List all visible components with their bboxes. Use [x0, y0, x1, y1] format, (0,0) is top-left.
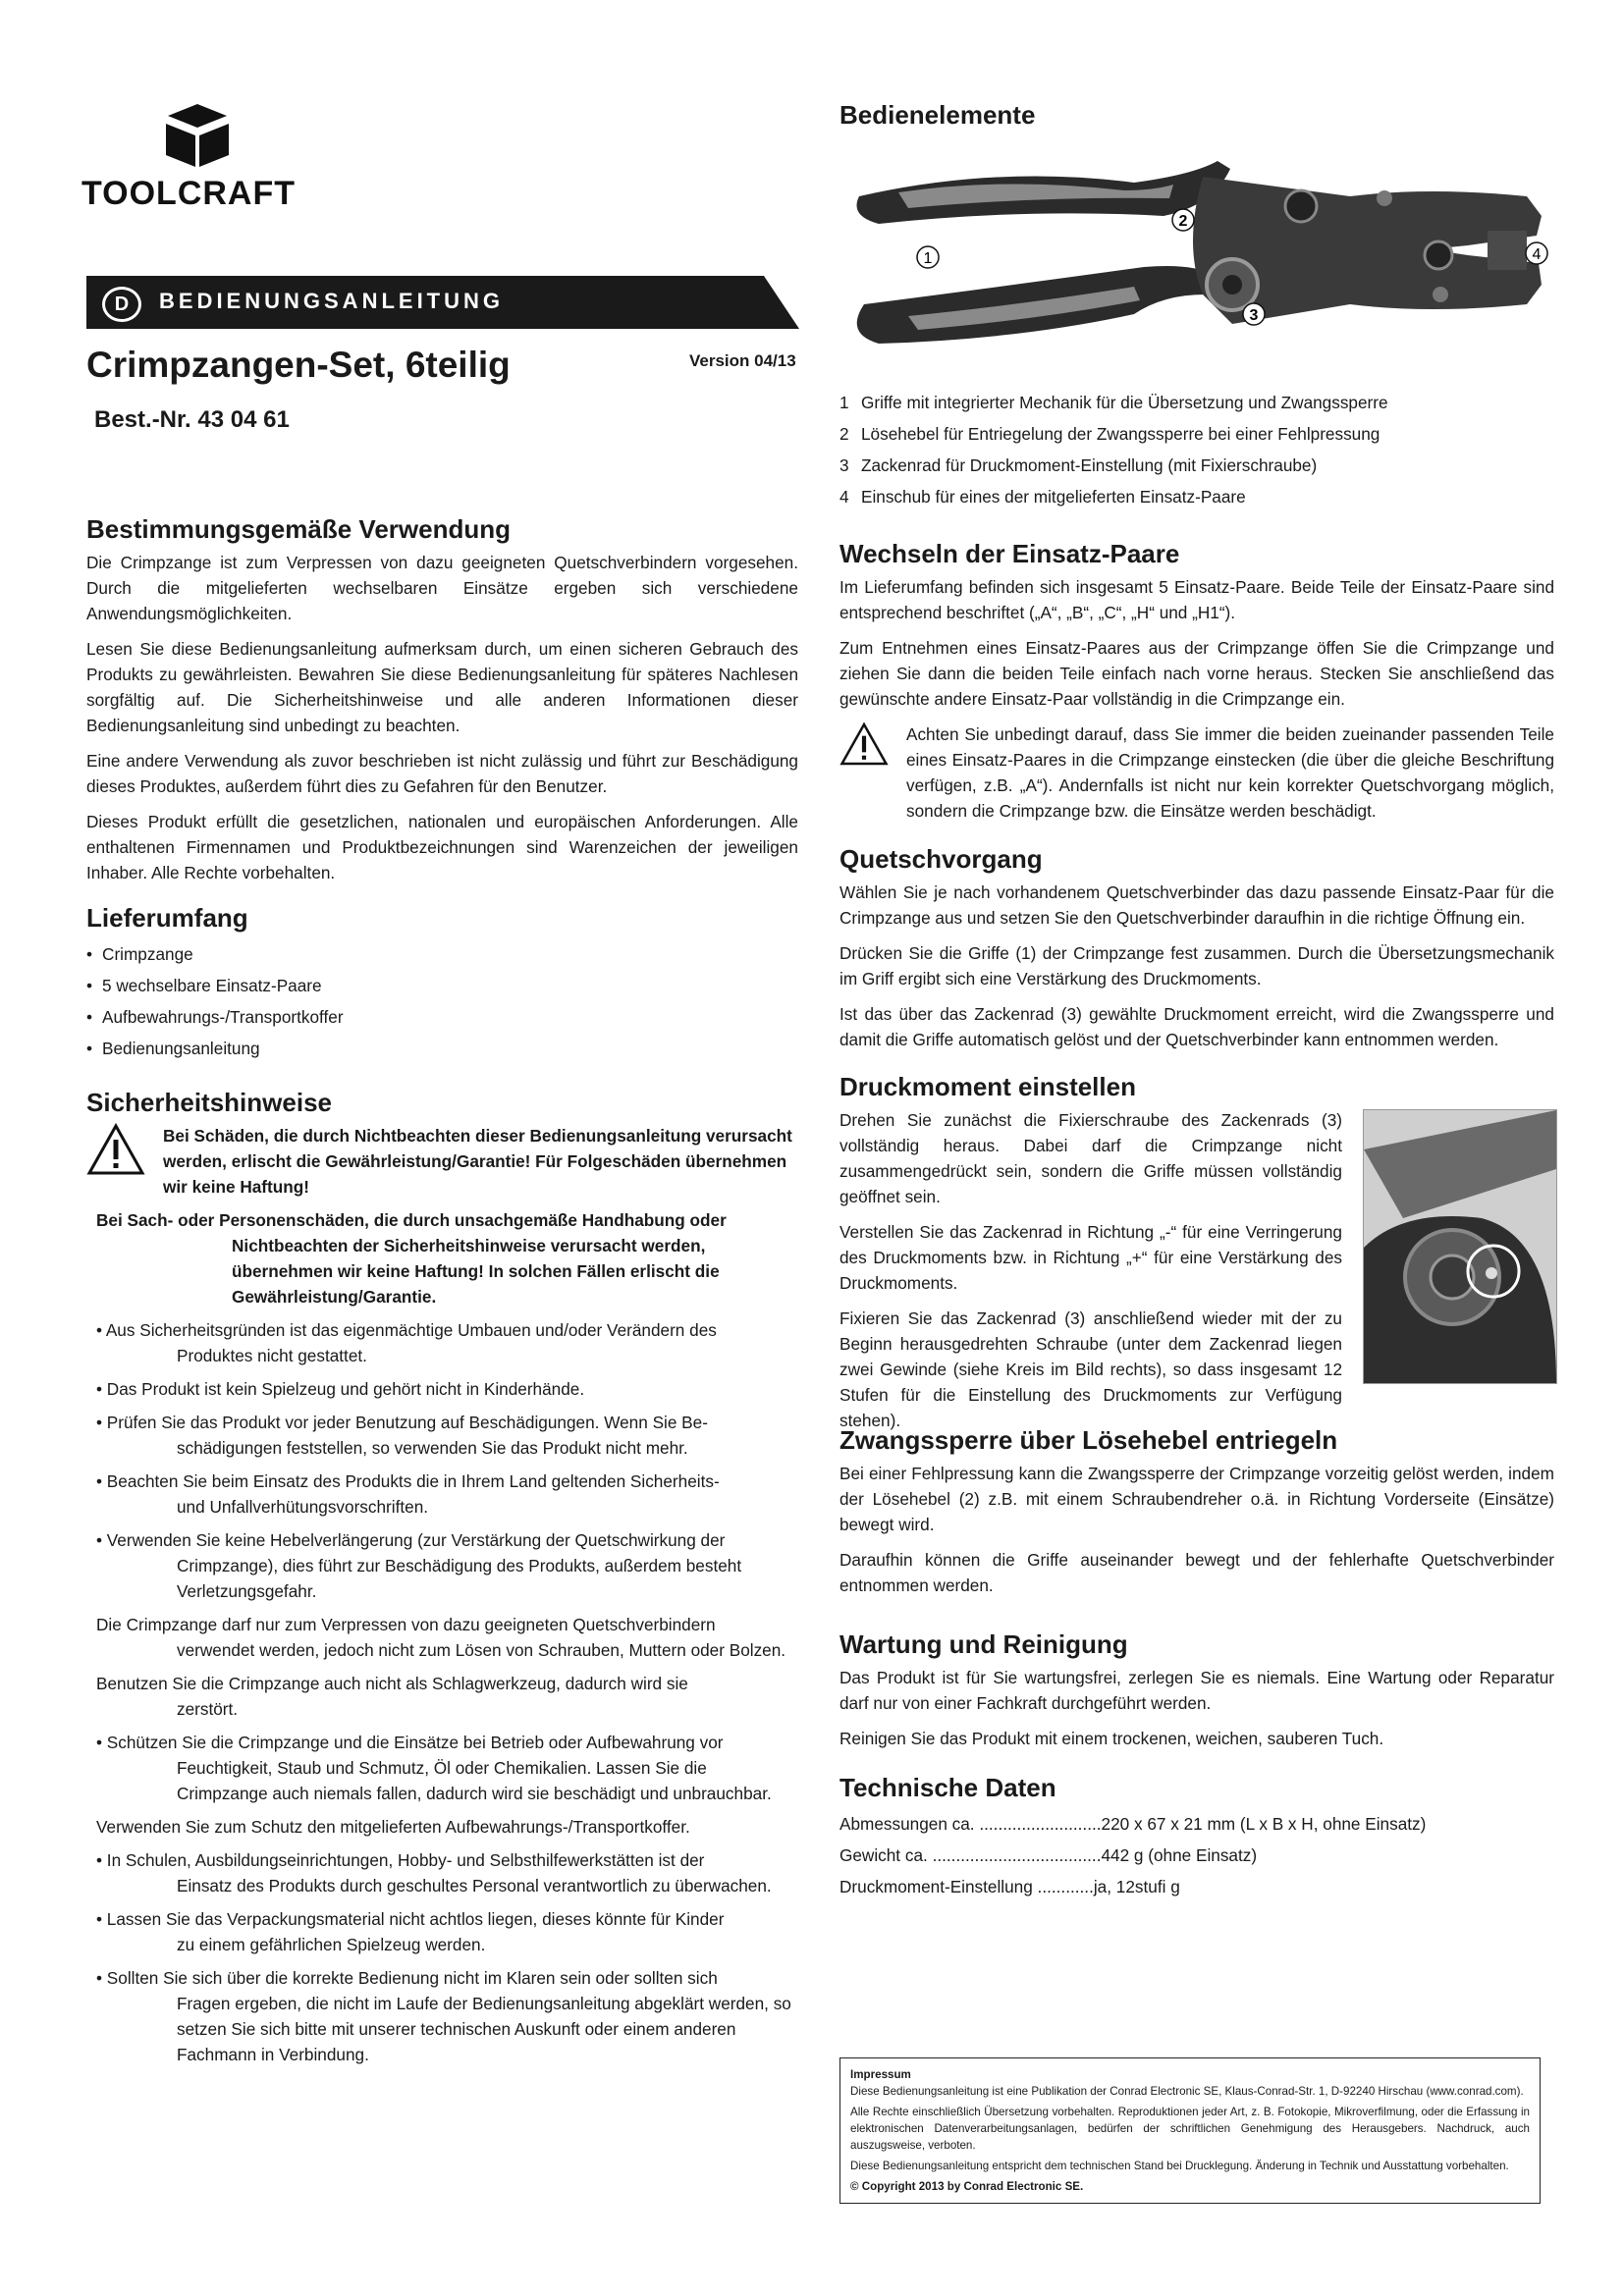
svg-text:4: 4 — [1532, 246, 1542, 263]
paragraph: Zum Entnehmen eines Einsatz-Paares aus der Crimpzange öffen Sie die Crimpzange und ziehen Sie dann die beiden Teile einfach nach vorne heraus. Stecken Sie anschließend das gewünschte andere Einsatz-Paar vollständig in die Crimpzange ein. — [839, 638, 1554, 709]
list-item: 2 Lösehebel für Entriegelung der Zwangssperre bei einer Fehlpressung — [839, 424, 1380, 444]
order-number: Best.-Nr. 43 04 61 — [94, 406, 290, 433]
callout-1 — [917, 246, 939, 268]
scope-list — [86, 938, 798, 1064]
heading-intended-use: Bestimmungsgemäße Verwendung — [86, 514, 511, 544]
paragraph: Diese Bedienungsanleitung ist eine Publikation der Conrad Electronic SE, Klaus-Conrad-Str. 1, D-92240 Hirschau (www.conrad.com). — [850, 2085, 1524, 2098]
paragraph: Das Produkt ist für Sie wartungsfrei, zerlegen Sie es niemals. Eine Wartung oder Reparatur darf nur von einer Fachkraft durchgeführt werden. — [839, 1668, 1554, 1713]
warning-text: Bei Schäden, die durch Nichtbeachten dieser Bedienungsanleitung verursacht werden, erlischt die Gewährleistung/Garantie! Für Folgeschäden übernehmen wir keine Haftung! — [163, 1126, 792, 1197]
paragraph: Alle Rechte einschließlich Übersetzung vorbehalten. Reproduktionen jeder Art, z. B. Fotokopie, Mikroverfilmung, oder die Erfassung in elektronischen Datenverarbeitungsanlagen, bedürfen der schriftlichen Genehmigung des Herausgebers. Nachdruck, auch auszugsweise, verboten. — [850, 2106, 1530, 2152]
section-change-inserts — [839, 539, 1554, 831]
safety-item: Benutzen Sie die Crimpzange auch nicht als Schlagwerkzeug, dadurch wird sie zerstört. — [96, 1674, 688, 1719]
paragraph: Dieses Produkt erfüllt die gesetzlichen, nationalen und europäischen Anforderungen. Alle enthaltenen Firmennamen und Produktbezeichnungen sind Warenzeichen der jeweiligen Inhaber. Alle Rechte vorbehalten. — [86, 812, 798, 882]
paragraph: Wählen Sie je nach vorhandenem Quetschverbinder das dazu passende Einsatz-Paar für die Crimpzange aus und setzen Sie den Quetschverbinder daraufhin in die richtige Öffnung ein. — [839, 882, 1554, 928]
liability-note: Bei Sach- oder Personenschäden, die durch unsachgemäße Handhabung oder Nichtbeachten der Sicherheitshinweise verursacht werden, übernehmen wir keine Haftung! In solchen Fällen erlischt die Gewährleistung/Garantie. — [96, 1210, 727, 1307]
crimping-pliers-illustration — [839, 147, 1556, 353]
list-item: • 5 wechselbare Einsatz-Paare — [86, 970, 798, 1001]
safety-item: Verwenden Sie zum Schutz den mitgelieferten Aufbewahrungs-/Transportkoffer. — [96, 1817, 690, 1837]
safety-item: Die Crimpzange darf nur zum Verpressen von dazu geeigneten Quetschverbindern verwendet werden, jedoch nicht zum Lösen von Schrauben, Muttern oder Bolzen. — [96, 1615, 786, 1660]
heading-scope: Lieferumfang — [86, 903, 248, 933]
paragraph: Bei einer Fehlpressung kann die Zwangssperre der Crimpzange vorzeitig gelöst werden, indem der Lösehebel (2) z.B. mit einem Schraubendreher o.ä. in Richtung Vorderseite (Einsätze) bewegt wird. — [839, 1464, 1554, 1534]
callout-3 — [1243, 303, 1265, 325]
ratchet-wheel-illustration — [1364, 1110, 1556, 1383]
banner-label: BEDIENUNGSANLEITUNG — [159, 289, 505, 313]
section-scope — [86, 903, 798, 1064]
toolcraft-logo — [81, 104, 317, 213]
brand-name: TOOLCRAFT — [81, 175, 297, 212]
safety-item: • Prüfen Sie das Produkt vor jeder Benutzung auf Beschädigungen. Wenn Sie Be- schädigungen feststellen, so verwenden Sie das Produkt nicht mehr. — [96, 1413, 708, 1458]
heading-change-inserts: Wechseln der Einsatz-Paare — [839, 539, 1180, 568]
list-item: • Bedienungsanleitung — [86, 1033, 798, 1064]
paragraph: Drehen Sie zunächst die Fixierschraube des Zackenrads (3) vollständig heraus. Dabei darf die Crimpzange nicht zusammengedrückt sein, sondern die Griffe müssen vollständig geöffnet sein. — [839, 1110, 1342, 1206]
safety-item: • In Schulen, Ausbildungseinrichtungen, Hobby- und Selbsthilfewerkstätten ist der Einsatz des Produkts durch geschultes Personal verantwortlich zu überwachen. — [96, 1850, 772, 1896]
safety-item: • Aus Sicherheitsgründen ist das eigenmächtige Umbauen und/oder Verändern des Produktes nicht gestattet. — [96, 1320, 717, 1365]
copyright: © Copyright 2013 by Conrad Electronic SE. — [850, 2180, 1084, 2193]
section-maintenance — [839, 1629, 1554, 1761]
safety-item: • Das Produkt ist kein Spielzeug und gehört nicht in Kinderhände. — [96, 1379, 585, 1399]
heading-maintenance: Wartung und Reinigung — [839, 1629, 1128, 1659]
paragraph: Verstellen Sie das Zackenrad in Richtung „-“ für eine Verringerung des Druckmoments bzw. in Richtung „+“ für eine Verstärkung des Druckmoments. — [839, 1222, 1342, 1293]
section-technical-data — [839, 1773, 1554, 1902]
impressum-heading: Impressum — [850, 2068, 911, 2081]
impressum-box — [839, 2057, 1541, 2204]
list-item: • Crimpzange — [86, 938, 798, 970]
heading-crimping: Quetschvorgang — [839, 844, 1043, 874]
callout-4 — [1526, 242, 1547, 264]
paragraph: Ist das über das Zackenrad (3) gewählte Druckmoment erreicht, wird die Zwangssperre und damit die Griffe automatisch gelöst und der Quetschverbinder kann entnommen werden. — [839, 1004, 1554, 1049]
safety-item: • Schützen Sie die Crimpzange und die Einsätze bei Betrieb oder Aufbewahrung vor Feuchtigkeit, Staub und Schmutz, Öl oder Chemikalien. Lassen Sie die Crimpzange auch niemals fallen, dadurch wird sie beschädigt und unbrauchbar. — [96, 1733, 772, 1803]
safety-item: • Verwenden Sie keine Hebelverlängerung (zur Verstärkung der Quetschwirkung der Crimpzange), dies führt zur Beschädigung des Produkts, außerdem besteht Verletzungsgefahr. — [96, 1530, 742, 1601]
safety-item: • Beachten Sie beim Einsatz des Produkts die in Ihrem Land geltenden Sicherheits- und Unfallverhütungsvorschriften. — [96, 1471, 720, 1517]
manual-banner — [86, 276, 799, 329]
safety-list — [86, 1317, 798, 2067]
safety-warning — [86, 1123, 798, 1200]
list-item: 1 Griffe mit integrierter Mechanik für die Übersetzung und Zwangssperre — [839, 393, 1388, 412]
paragraph: Lesen Sie diese Bedienungsanleitung aufmerksam durch, um einen sicheren Gebrauch des Produkts zu gewährleisten. Bewahren Sie diese Bedienungsanleitung für späteres Nachlesen sorgfältig auf. Die Sicherheitshinweise und alle anderen Informationen dieser Bedienungsanleitung sind unbedingt zu beachten. — [86, 639, 798, 735]
section-controls — [839, 100, 1035, 135]
warning-text: Achten Sie unbedingt darauf, dass Sie immer die beiden zueinander passenden Teile eines Einsatz-Paares in die Crimpzange einstecken (die über die gleiche Beschriftung verfügen, z.B. „A“). Andernfalls ist nicht nur kein korrekter Quetschvorgang möglich, sondern die Crimpzange bzw. die Einsätze werden beschädigt. — [906, 724, 1554, 821]
insert-warning — [839, 721, 1554, 824]
section-release-lock — [839, 1425, 1554, 1608]
paragraph: Im Lieferumfang befinden sich insgesamt 5 Einsatz-Paare. Beide Teile der Einsatz-Paare sind entsprechend beschriftet („A“, „B“, „C“, „H“ und „H1“). — [839, 577, 1554, 622]
section-crimping — [839, 844, 1554, 1062]
paragraph: Diese Bedienungsanleitung entspricht dem technischen Stand bei Drucklegung. Änderung in Technik und Ausstattung vorbehalten. — [850, 2160, 1509, 2172]
paragraph: Fixieren Sie das Zackenrad (3) anschließend wieder mit der zu Beginn herausgedrehten Schraube (unter dem Zackenrad liegen zwei Gewinde (siehe Kreis im Bild rechts), so dass insgesamt 12 Stufen für die Einstellung des Druckmoments zur Verfügung stehen). — [839, 1308, 1342, 1430]
warning-triangle-icon — [839, 721, 889, 767]
section-torque — [839, 1072, 1342, 1443]
heading-torque: Druckmoment einstellen — [839, 1072, 1136, 1101]
country-code: D — [102, 287, 141, 322]
toolcraft-logo-icon — [162, 104, 233, 169]
paragraph: Drücken Sie die Griffe (1) der Crimpzange fest zusammen. Durch die Übersetzungsmechanik im Griff ergibt sich eine Verstärkung des Druckmoments. — [839, 943, 1554, 988]
paragraph: Die Crimpzange ist zum Verpressen von dazu geeigneten Quetschverbindern vorgesehen. Durch die mitgelieferten wechselbaren Einsätze ergeben sich verschiedene Anwendungsmöglichkeiten. — [86, 553, 798, 623]
heading-controls: Bedienelemente — [839, 100, 1036, 130]
safety-item: • Lassen Sie das Verpackungsmaterial nicht achtlos liegen, dieses könnte für Kinder zu einem gefährlichen Spielzeug werden. — [96, 1909, 725, 1954]
callout-2 — [1172, 209, 1194, 231]
paragraph: Reinigen Sie das Produkt mit einem trockenen, weichen, sauberen Tuch. — [839, 1729, 1384, 1748]
list-item: 3 Zackenrad für Druckmoment-Einstellung (mit Fixierschraube) — [839, 455, 1318, 475]
list-item: • Aufbewahrungs-/Transportkoffer — [86, 1001, 798, 1033]
paragraph: Eine andere Verwendung als zuvor beschrieben ist nicht zulässig und führt zur Beschädigung dieses Produktes, außerdem führt dies zu Gefahren für den Benutzer. — [86, 751, 798, 796]
tech-row: Abmessungen ca. ..........................220 x 67 x 21 mm (L x B x H, ohne Einsatz) — [839, 1814, 1427, 1834]
svg-text:1: 1 — [923, 250, 933, 267]
version-label: Version 04/13 — [689, 351, 796, 370]
svg-text:2: 2 — [1178, 213, 1188, 230]
svg-text:3: 3 — [1249, 307, 1259, 324]
ratchet-wheel-photo — [1363, 1109, 1557, 1384]
paragraph: Daraufhin können die Griffe auseinander bewegt und der fehlerhafte Quetschverbinder entnommen werden. — [839, 1550, 1554, 1595]
heading-technical-data: Technische Daten — [839, 1773, 1056, 1802]
section-intended-use — [86, 514, 798, 895]
safety-item: • Sollten Sie sich über die korrekte Bedienung nicht im Klaren sein oder sollten sich Fragen ergeben, die nicht im Laufe der Bedienungsanleitung abgeklärt werden, so setzen Sie sich bitte mit unserer technischen Auskunft oder einem anderen Fachmann in Verbindung. — [96, 1968, 791, 2064]
controls-list — [839, 387, 1388, 512]
warning-triangle-icon — [86, 1123, 145, 1176]
section-safety — [86, 1088, 798, 2075]
tech-row: Gewicht ca. ....................................442 g (ohne Einsatz) — [839, 1845, 1258, 1865]
heading-release-lock: Zwangssperre über Lösehebel entriegeln — [839, 1425, 1338, 1455]
list-item: 4 Einschub für eines der mitgelieferten Einsatz-Paare — [839, 487, 1246, 507]
crimp-tool-photo — [839, 147, 1556, 353]
tech-row: Druckmoment-Einstellung ............ja, 12stufi g — [839, 1877, 1180, 1896]
heading-safety: Sicherheitshinweise — [86, 1088, 332, 1117]
document-title: Crimpzangen-Set, 6teilig — [86, 345, 511, 385]
